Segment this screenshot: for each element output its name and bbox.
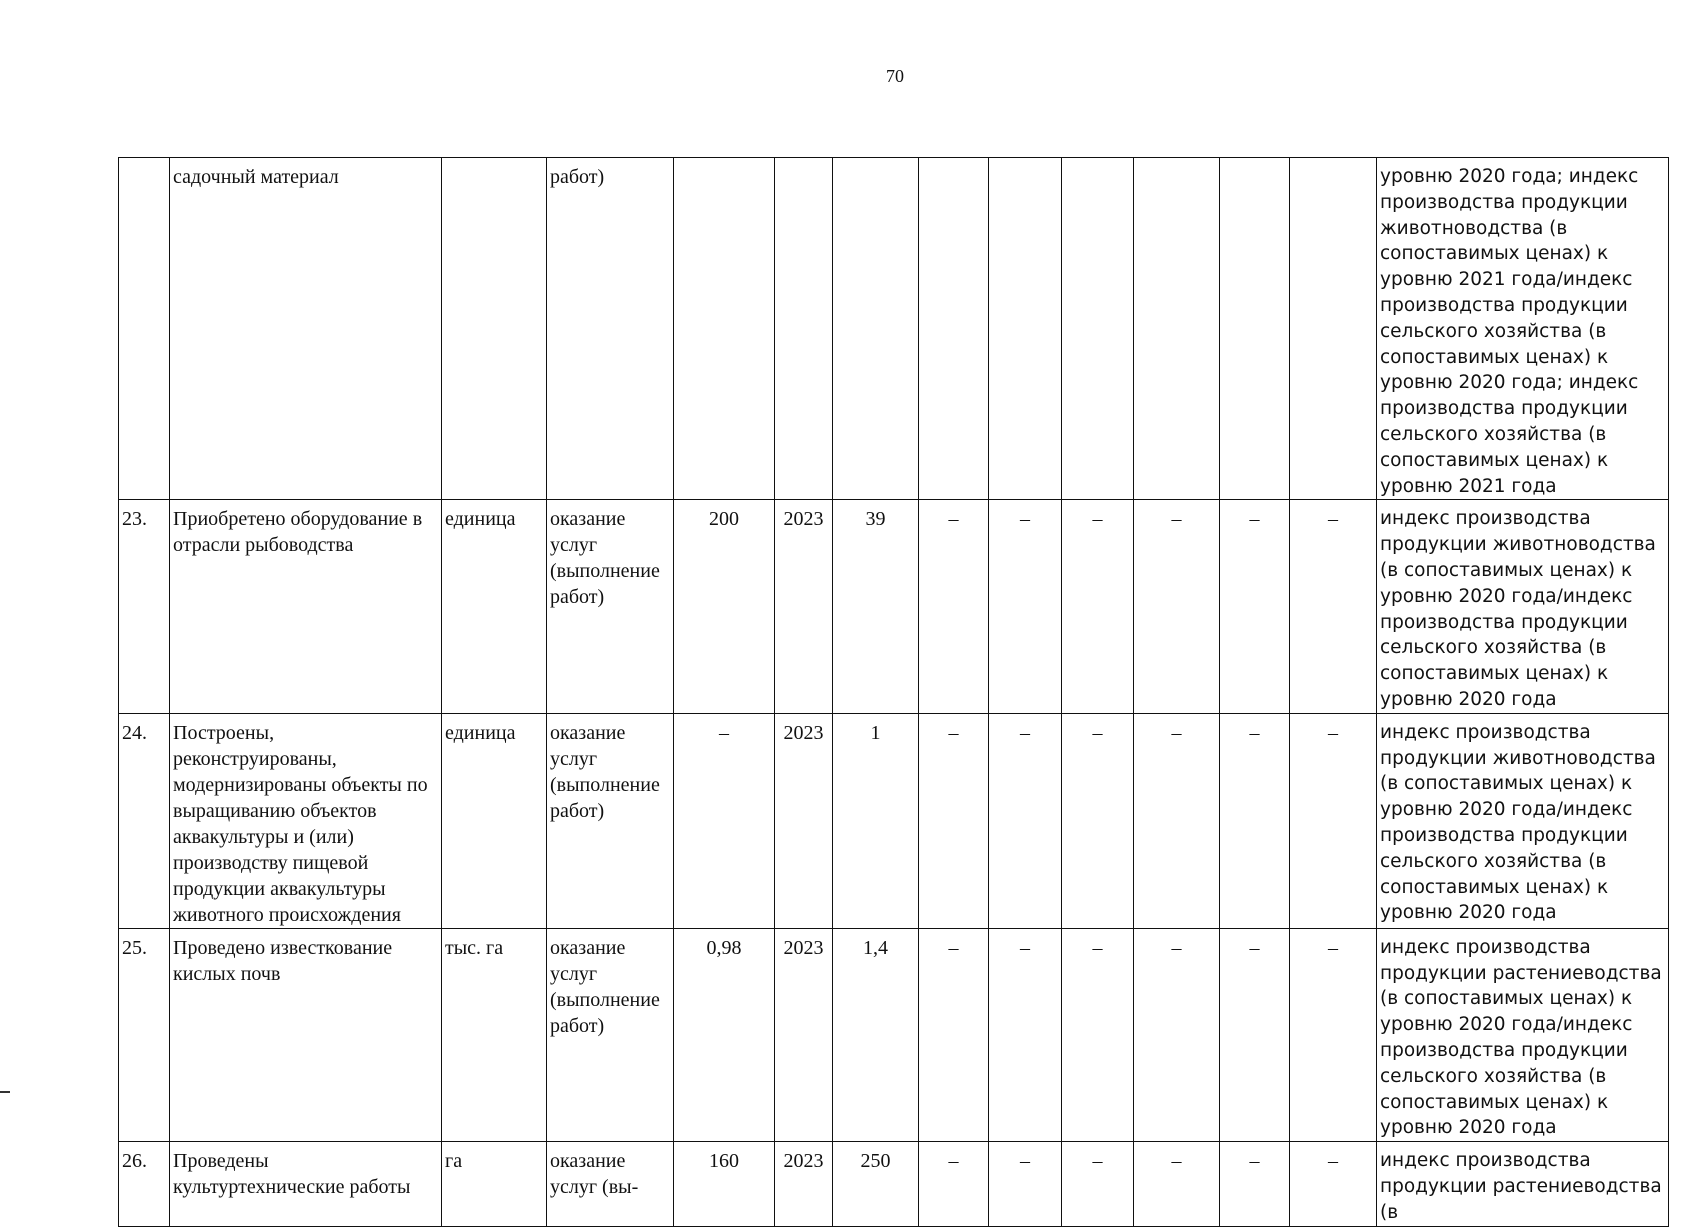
year-value: – xyxy=(989,1142,1062,1226)
event-type: работ) xyxy=(547,158,674,500)
year-value xyxy=(1134,158,1220,500)
year-value: – xyxy=(1062,928,1134,1141)
table-row xyxy=(119,158,1669,500)
year-value xyxy=(989,158,1062,500)
year-value: – xyxy=(1220,928,1290,1141)
year-value: – xyxy=(919,500,989,713)
value-2024: 1,4 xyxy=(833,928,919,1141)
table-row xyxy=(119,500,1669,713)
row-number: 24. xyxy=(119,713,170,928)
event-type: оказание услуг (выполнение работ) xyxy=(547,928,674,1141)
year-value xyxy=(1290,158,1377,500)
year-value: – xyxy=(1062,500,1134,713)
year-value xyxy=(1062,158,1134,500)
year-value: – xyxy=(1062,713,1134,928)
linked-indicator: индекс производства продукции растениеводства (в xyxy=(1377,1142,1669,1226)
indicator-name: Проведено известкование кислых почв xyxy=(170,928,442,1141)
table-row xyxy=(119,1142,1669,1226)
unit: единица xyxy=(442,713,547,928)
base-value: 160 xyxy=(674,1142,775,1226)
row-number: 23. xyxy=(119,500,170,713)
year-value: – xyxy=(1134,928,1220,1141)
row-number xyxy=(119,158,170,500)
value-2024: 1 xyxy=(833,713,919,928)
base-year: 2023 xyxy=(775,928,833,1141)
unit: га xyxy=(442,1142,547,1226)
table-row xyxy=(119,713,1669,928)
year-value: – xyxy=(1134,713,1220,928)
year-value: – xyxy=(1134,1142,1220,1226)
event-type: оказание услуг (вы- xyxy=(547,1142,674,1226)
year-value: – xyxy=(919,713,989,928)
year-value: – xyxy=(989,500,1062,713)
linked-indicator: уровню 2020 года; индекс производства продукции животноводства (в сопоставимых ценах) к уровню 2021 года/индекс производства продукции сельского хозяйства (в сопоставимых ценах) к уровню 2020 года; индекс производства продукции сельского хозяйства (в сопоставимых ценах) к уровню 2021 года xyxy=(1377,158,1669,500)
base-year: 2023 xyxy=(775,1142,833,1226)
year-value: – xyxy=(1134,500,1220,713)
margin-mark xyxy=(0,1091,10,1093)
base-year xyxy=(775,158,833,500)
year-value: – xyxy=(1290,500,1377,713)
year-value: – xyxy=(1290,1142,1377,1226)
linked-indicator: индекс производства продукции животноводства (в сопоставимых ценах) к уровню 2020 года/индекс производства продукции сельского хозяйства (в сопоставимых ценах) к уровню 2020 года xyxy=(1377,500,1669,713)
year-value: – xyxy=(919,928,989,1141)
event-type: оказание услуг (выполнение работ) xyxy=(547,713,674,928)
linked-indicator: индекс производства продукции животноводства (в сопоставимых ценах) к уровню 2020 года/индекс производства продукции сельского хозяйства (в сопоставимых ценах) к уровню 2020 года xyxy=(1377,713,1669,928)
year-value: – xyxy=(1290,928,1377,1141)
linked-indicator: индекс производства продукции растениеводства (в сопоставимых ценах) к уровню 2020 года/индекс производства продукции сельского хозяйства (в сопоставимых ценах) к уровню 2020 года xyxy=(1377,928,1669,1141)
indicator-name: Проведены культуртехнические работы xyxy=(170,1142,442,1226)
year-value: – xyxy=(989,928,1062,1141)
base-value: 200 xyxy=(674,500,775,713)
year-value: – xyxy=(989,713,1062,928)
row-number: 25. xyxy=(119,928,170,1141)
page-number: 70 xyxy=(886,66,904,86)
indicator-name: садочный материал xyxy=(170,158,442,500)
year-value xyxy=(1220,158,1290,500)
year-value: – xyxy=(1220,1142,1290,1226)
year-value: – xyxy=(919,1142,989,1226)
unit xyxy=(442,158,547,500)
event-type: оказание услуг (выполнение работ) xyxy=(547,500,674,713)
year-value: – xyxy=(1290,713,1377,928)
indicator-name: Приобретено оборудование в отрасли рыбоводства xyxy=(170,500,442,713)
year-value: – xyxy=(1062,1142,1134,1226)
value-2024 xyxy=(833,158,919,500)
base-year: 2023 xyxy=(775,713,833,928)
year-value: – xyxy=(1220,500,1290,713)
year-value xyxy=(919,158,989,500)
base-value xyxy=(674,158,775,500)
unit: единица xyxy=(442,500,547,713)
value-2024: 39 xyxy=(833,500,919,713)
base-year: 2023 xyxy=(775,500,833,713)
indicators-table xyxy=(118,157,1669,1227)
year-value: – xyxy=(1220,713,1290,928)
base-value: – xyxy=(674,713,775,928)
table-row xyxy=(119,928,1669,1141)
indicator-name: Построены, реконструированы, модернизированы объекты по выращиванию объектов аквакультуры и (или) производству пищевой продукции аквакультуры животного происхождения xyxy=(170,713,442,928)
value-2024: 250 xyxy=(833,1142,919,1226)
base-value: 0,98 xyxy=(674,928,775,1141)
unit: тыс. га xyxy=(442,928,547,1141)
row-number: 26. xyxy=(119,1142,170,1226)
